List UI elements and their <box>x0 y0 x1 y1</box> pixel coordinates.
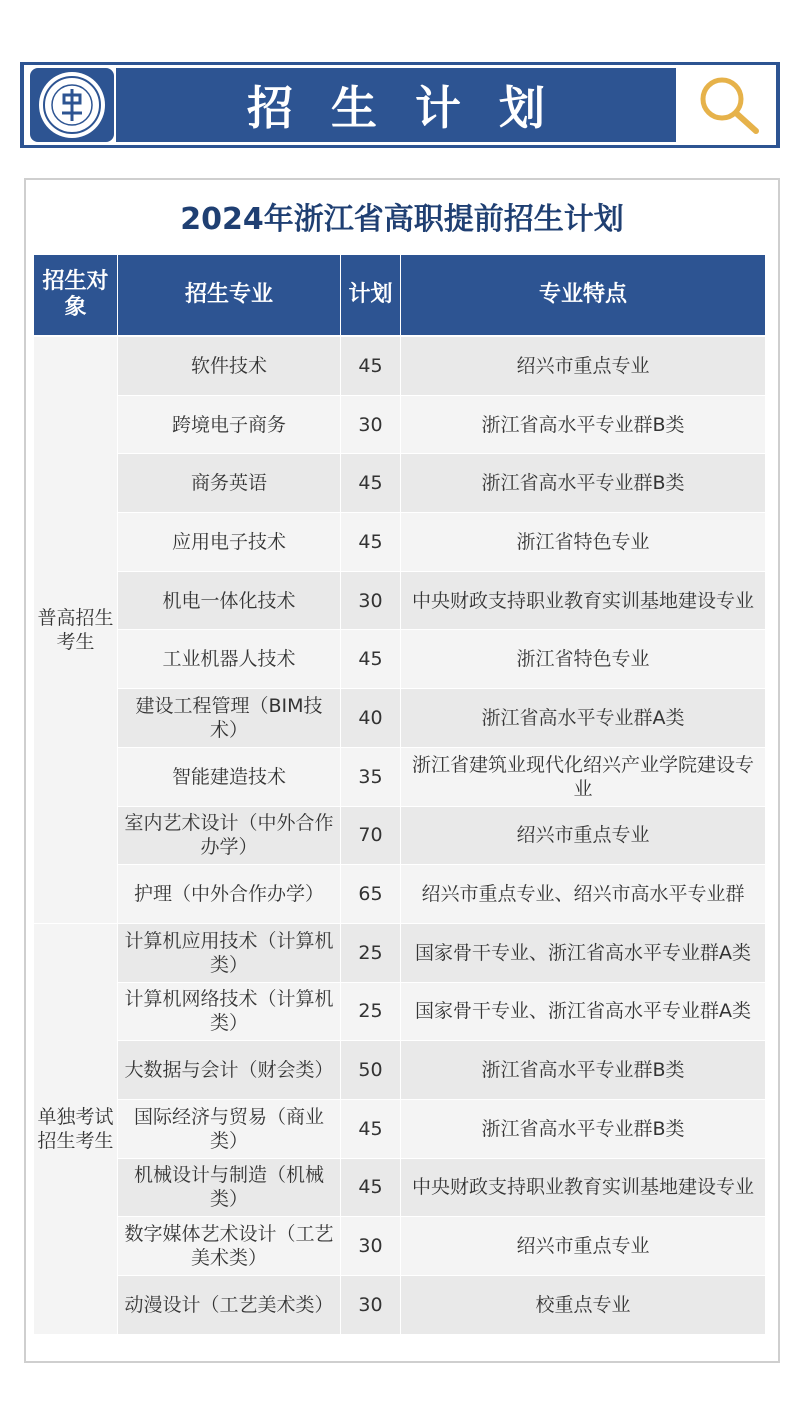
table-cell-major: 大数据与会计（财会类） <box>118 1041 341 1100</box>
banner-title: 招生计划 <box>247 81 583 135</box>
table-cell-feature: 浙江省高水平专业群B类 <box>401 1041 765 1100</box>
table-cell-major: 护理（中外合作办学） <box>118 865 341 924</box>
table-cell-plan: 45 <box>341 454 401 513</box>
table-cell-major: 智能建造技术 <box>118 748 341 807</box>
table-cell-plan: 30 <box>341 1276 401 1335</box>
group-label: 普高招生考生 <box>34 337 118 924</box>
table-cell-feature: 国家骨干专业、浙江省高水平专业群A类 <box>401 924 765 983</box>
table-cell-feature: 浙江省高水平专业群A类 <box>401 689 765 748</box>
table-cell-plan: 30 <box>341 396 401 455</box>
table-cell-major: 建设工程管理（BIM技术） <box>118 689 341 748</box>
table-cell-plan: 50 <box>341 1041 401 1100</box>
table-cell-feature: 浙江省特色专业 <box>401 630 765 689</box>
table-cell-major: 应用电子技术 <box>118 513 341 572</box>
school-logo <box>30 68 114 142</box>
header-feature: 专业特点 <box>401 255 765 335</box>
table-cell-major: 数字媒体艺术设计（工艺美术类） <box>118 1217 341 1276</box>
school-emblem-icon <box>39 72 105 138</box>
table-cell-plan: 30 <box>341 572 401 631</box>
table-cell-plan: 25 <box>341 924 401 983</box>
header-major: 招生专业 <box>118 255 341 335</box>
table-cell-feature: 浙江省建筑业现代化绍兴产业学院建设专业 <box>401 748 765 807</box>
table-cell-major: 软件技术 <box>118 337 341 396</box>
table-cell-feature: 浙江省高水平专业群B类 <box>401 396 765 455</box>
table-cell-plan: 45 <box>341 630 401 689</box>
plan-table-body <box>34 337 765 1335</box>
table-cell-major: 室内艺术设计（中外合作办学） <box>118 807 341 866</box>
table-cell-feature: 浙江省高水平专业群B类 <box>401 454 765 513</box>
table-cell-major: 计算机网络技术（计算机类） <box>118 983 341 1042</box>
search-icon <box>696 73 766 137</box>
table-cell-plan: 45 <box>341 1159 401 1218</box>
table-cell-plan: 25 <box>341 983 401 1042</box>
table-cell-plan: 35 <box>341 748 401 807</box>
table-cell-plan: 45 <box>341 337 401 396</box>
plan-table-header <box>34 255 765 335</box>
table-cell-feature: 绍兴市重点专业 <box>401 807 765 866</box>
table-cell-major: 计算机应用技术（计算机类） <box>118 924 341 983</box>
table-cell-plan: 30 <box>341 1217 401 1276</box>
search-button[interactable] <box>686 68 776 142</box>
table-cell-major: 机电一体化技术 <box>118 572 341 631</box>
table-cell-feature: 中央财政支持职业教育实训基地建设专业 <box>401 572 765 631</box>
table-cell-feature: 国家骨干专业、浙江省高水平专业群A类 <box>401 983 765 1042</box>
table-cell-feature: 浙江省特色专业 <box>401 513 765 572</box>
table-cell-feature: 浙江省高水平专业群B类 <box>401 1100 765 1159</box>
table-cell-major: 机械设计与制造（机械类） <box>118 1159 341 1218</box>
table-cell-feature: 中央财政支持职业教育实训基地建设专业 <box>401 1159 765 1218</box>
table-cell-plan: 40 <box>341 689 401 748</box>
table-cell-feature: 校重点专业 <box>401 1276 765 1335</box>
header-target: 招生对象 <box>34 255 118 335</box>
table-cell-feature: 绍兴市重点专业 <box>401 1217 765 1276</box>
table-cell-plan: 65 <box>341 865 401 924</box>
card-title: 2024年浙江省高职提前招生计划 <box>180 202 624 237</box>
table-cell-major: 跨境电子商务 <box>118 396 341 455</box>
header-plan: 计划 <box>341 255 401 335</box>
header-banner <box>20 62 780 148</box>
table-cell-feature: 绍兴市重点专业、绍兴市高水平专业群 <box>401 865 765 924</box>
table-cell-major: 商务英语 <box>118 454 341 513</box>
table-cell-major: 国际经济与贸易（商业类） <box>118 1100 341 1159</box>
banner-title-bar <box>116 68 676 142</box>
table-cell-plan: 45 <box>341 513 401 572</box>
table-cell-major: 动漫设计（工艺美术类） <box>118 1276 341 1335</box>
table-cell-feature: 绍兴市重点专业 <box>401 337 765 396</box>
table-cell-major: 工业机器人技术 <box>118 630 341 689</box>
table-cell-plan: 70 <box>341 807 401 866</box>
table-cell-plan: 45 <box>341 1100 401 1159</box>
group-label: 单独考试招生考生 <box>34 924 118 1335</box>
